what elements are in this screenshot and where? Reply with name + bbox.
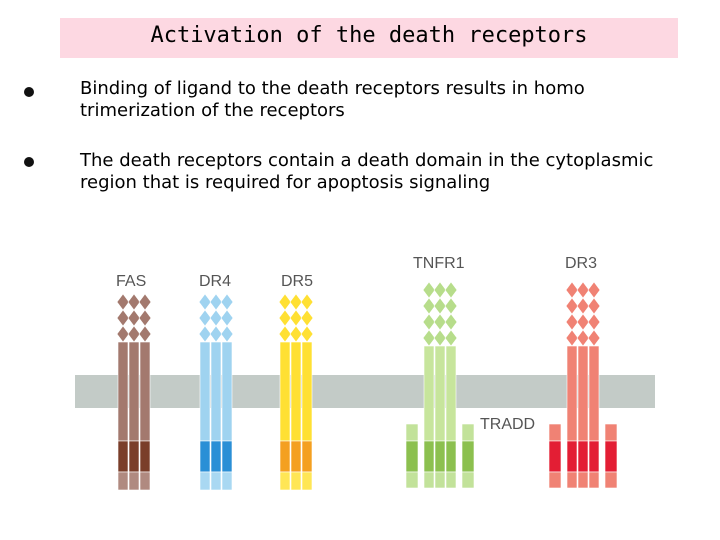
receptor-dr5-death-domain: [280, 441, 290, 472]
receptor-dr5-ext-domain: [290, 310, 302, 326]
receptor-dr4-ext-domain: [210, 326, 222, 342]
receptor-dr3-death-domain: [567, 441, 577, 472]
receptor-dr5-ext-domain: [279, 326, 291, 342]
bullet-dot-2: [24, 157, 34, 167]
receptor-dr5-death-domain: [291, 441, 301, 472]
receptor-dr3-tail: [578, 472, 588, 488]
receptor-tnfr1-death-domain: [424, 441, 434, 472]
receptor-fas-ext-domain: [139, 310, 151, 326]
receptor-dr4-tail: [200, 472, 210, 490]
receptor-dr4-stem: [211, 342, 221, 441]
receptor-tnfr1-adaptor-tail: [406, 472, 418, 488]
receptor-dr4-ext-domain: [199, 294, 211, 310]
receptor-dr3-ext-domain: [588, 330, 600, 346]
receptor-dr4: [199, 273, 233, 490]
receptor-tnfr1-ext-domain: [434, 314, 446, 330]
receptor-dr3-ext-domain: [577, 298, 589, 314]
bullet-2-line-1: The death receptors contain a death domain in the cytoplasmic: [80, 150, 654, 171]
receptor-dr5-death-domain: [302, 441, 312, 472]
receptor-label-dr5: DR5: [281, 273, 314, 290]
receptor-tnfr1-ext-domain: [434, 298, 446, 314]
receptor-tnfr1-ext-domain: [434, 282, 446, 298]
receptor-tnfr1-ext-domain: [423, 282, 435, 298]
receptor-dr5-tail: [302, 472, 312, 490]
bullet-1-line-2: trimerization of the receptors: [80, 100, 345, 121]
receptor-dr5-tail: [280, 472, 290, 490]
receptor-dr4-death-domain: [200, 441, 210, 472]
bullet-1-line-1: Binding of ligand to the death receptors results in homo: [80, 78, 585, 99]
receptor-tnfr1-tail: [435, 472, 445, 488]
receptor-fas-death-domain: [118, 441, 128, 472]
title-bar: [60, 18, 678, 58]
receptor-dr5-ext-domain: [290, 294, 302, 310]
receptor-dr4-ext-domain: [221, 310, 233, 326]
receptor-tnfr1-adaptor-dd: [462, 441, 474, 472]
receptor-dr4-stem: [200, 342, 210, 441]
receptor-dr5-ext-domain: [279, 310, 291, 326]
receptor-tnfr1-stem: [446, 346, 456, 441]
receptor-tnfr1-ext-domain: [445, 314, 457, 330]
receptor-dr3-ext-domain: [566, 330, 578, 346]
receptor-dr3-adaptor: [549, 424, 561, 441]
receptor-fas-tail: [140, 472, 150, 490]
receptor-dr3-adaptor-tail: [605, 472, 617, 488]
receptor-fas-tail: [118, 472, 128, 490]
receptor-fas-death-domain: [140, 441, 150, 472]
receptor-tnfr1-adaptor-dd: [406, 441, 418, 472]
receptor-tnfr1-ext-domain: [423, 314, 435, 330]
receptor-dr3-stem: [578, 346, 588, 441]
receptor-dr5-stem: [280, 342, 290, 441]
receptor-dr5-ext-domain: [290, 326, 302, 342]
receptor-tnfr1-ext-domain: [445, 298, 457, 314]
bullet-2-line-2: region that is required for apoptosis signaling: [80, 172, 491, 193]
receptor-tnfr1-death-domain: [435, 441, 445, 472]
receptor-dr3-death-domain: [578, 441, 588, 472]
receptor-dr3-tail: [589, 472, 599, 488]
bullet-dot-1: [24, 87, 34, 97]
receptor-dr5-ext-domain: [301, 310, 313, 326]
receptor-fas: [116, 273, 151, 490]
receptor-dr3-tail: [567, 472, 577, 488]
receptors-group: [116, 255, 617, 490]
receptor-dr5-ext-domain: [301, 326, 313, 342]
bullet-text-1: [80, 78, 680, 122]
receptor-dr3-ext-domain: [588, 282, 600, 298]
receptor-dr4-ext-domain: [210, 294, 222, 310]
receptor-dr5-tail: [291, 472, 301, 490]
receptor-fas-ext-domain: [117, 310, 129, 326]
receptor-dr5: [279, 273, 313, 490]
receptor-dr5-stem: [302, 342, 312, 441]
receptor-dr3-death-domain: [589, 441, 599, 472]
receptor-tnfr1-stem: [424, 346, 434, 441]
receptor-dr3-ext-domain: [566, 314, 578, 330]
receptor-fas-ext-domain: [139, 294, 151, 310]
receptor-fas-ext-domain: [128, 326, 140, 342]
receptor-dr3-adaptor-dd: [549, 441, 561, 472]
receptor-dr3-ext-domain: [588, 298, 600, 314]
receptor-dr5-ext-domain: [301, 294, 313, 310]
receptor-dr3: [549, 255, 617, 488]
receptor-fas-ext-domain: [128, 310, 140, 326]
receptor-dr4-tail: [222, 472, 232, 490]
receptor-tnfr1-adaptor-tail: [462, 472, 474, 488]
receptor-fas-stem: [129, 342, 139, 441]
receptor-tnfr1-ext-domain: [423, 330, 435, 346]
receptor-dr4-stem: [222, 342, 232, 441]
receptor-tnfr1-adaptor: [406, 424, 418, 441]
receptor-tnfr1-death-domain: [446, 441, 456, 472]
receptor-tnfr1-ext-domain: [445, 330, 457, 346]
receptor-dr4-death-domain: [211, 441, 221, 472]
receptor-dr4-tail: [211, 472, 221, 490]
receptor-dr5-stem: [291, 342, 301, 441]
receptor-label-dr3: DR3: [565, 255, 598, 272]
receptor-dr3-adaptor-tail: [549, 472, 561, 488]
receptor-dr3-stem: [567, 346, 577, 441]
receptor-dr3-ext-domain: [588, 314, 600, 330]
receptor-tnfr1-ext-domain: [423, 298, 435, 314]
receptor-dr3-ext-domain: [577, 314, 589, 330]
receptor-label-fas: FAS: [116, 273, 147, 290]
receptor-tnfr1-tail: [446, 472, 456, 488]
receptor-fas-ext-domain: [128, 294, 140, 310]
receptor-dr4-death-domain: [222, 441, 232, 472]
receptor-dr4-ext-domain: [221, 326, 233, 342]
receptor-fas-death-domain: [129, 441, 139, 472]
bullet-text-2: [80, 150, 680, 194]
receptor-tnfr1-ext-domain: [445, 282, 457, 298]
receptor-dr3-adaptor-dd: [605, 441, 617, 472]
receptor-dr3-ext-domain: [577, 330, 589, 346]
receptor-dr3-stem: [589, 346, 599, 441]
receptor-dr3-adaptor: [605, 424, 617, 441]
receptor-dr3-ext-domain: [566, 282, 578, 298]
receptor-tnfr1: [406, 255, 474, 488]
receptor-fas-ext-domain: [117, 294, 129, 310]
receptor-label-dr4: DR4: [199, 273, 232, 290]
slide-title: Activation of the death receptors: [150, 23, 588, 48]
receptor-dr5-ext-domain: [279, 294, 291, 310]
receptor-dr3-ext-domain: [577, 282, 589, 298]
receptor-fas-stem: [118, 342, 128, 441]
receptor-dr4-ext-domain: [210, 310, 222, 326]
receptor-fas-ext-domain: [139, 326, 151, 342]
receptor-tnfr1-stem: [435, 346, 445, 441]
receptor-tnfr1-ext-domain: [434, 330, 446, 346]
receptor-fas-tail: [129, 472, 139, 490]
receptor-dr4-ext-domain: [199, 326, 211, 342]
receptor-dr3-ext-domain: [566, 298, 578, 314]
receptor-label-tnfr1: TNFR1: [413, 255, 465, 272]
receptor-tnfr1-tail: [424, 472, 434, 488]
death-receptor-diagram: [0, 230, 720, 510]
receptor-fas-ext-domain: [117, 326, 129, 342]
receptor-tnfr1-adaptor: [462, 424, 474, 441]
tradd-label: TRADD: [480, 416, 536, 433]
receptor-dr4-ext-domain: [199, 310, 211, 326]
receptor-fas-stem: [140, 342, 150, 441]
receptor-dr4-ext-domain: [221, 294, 233, 310]
